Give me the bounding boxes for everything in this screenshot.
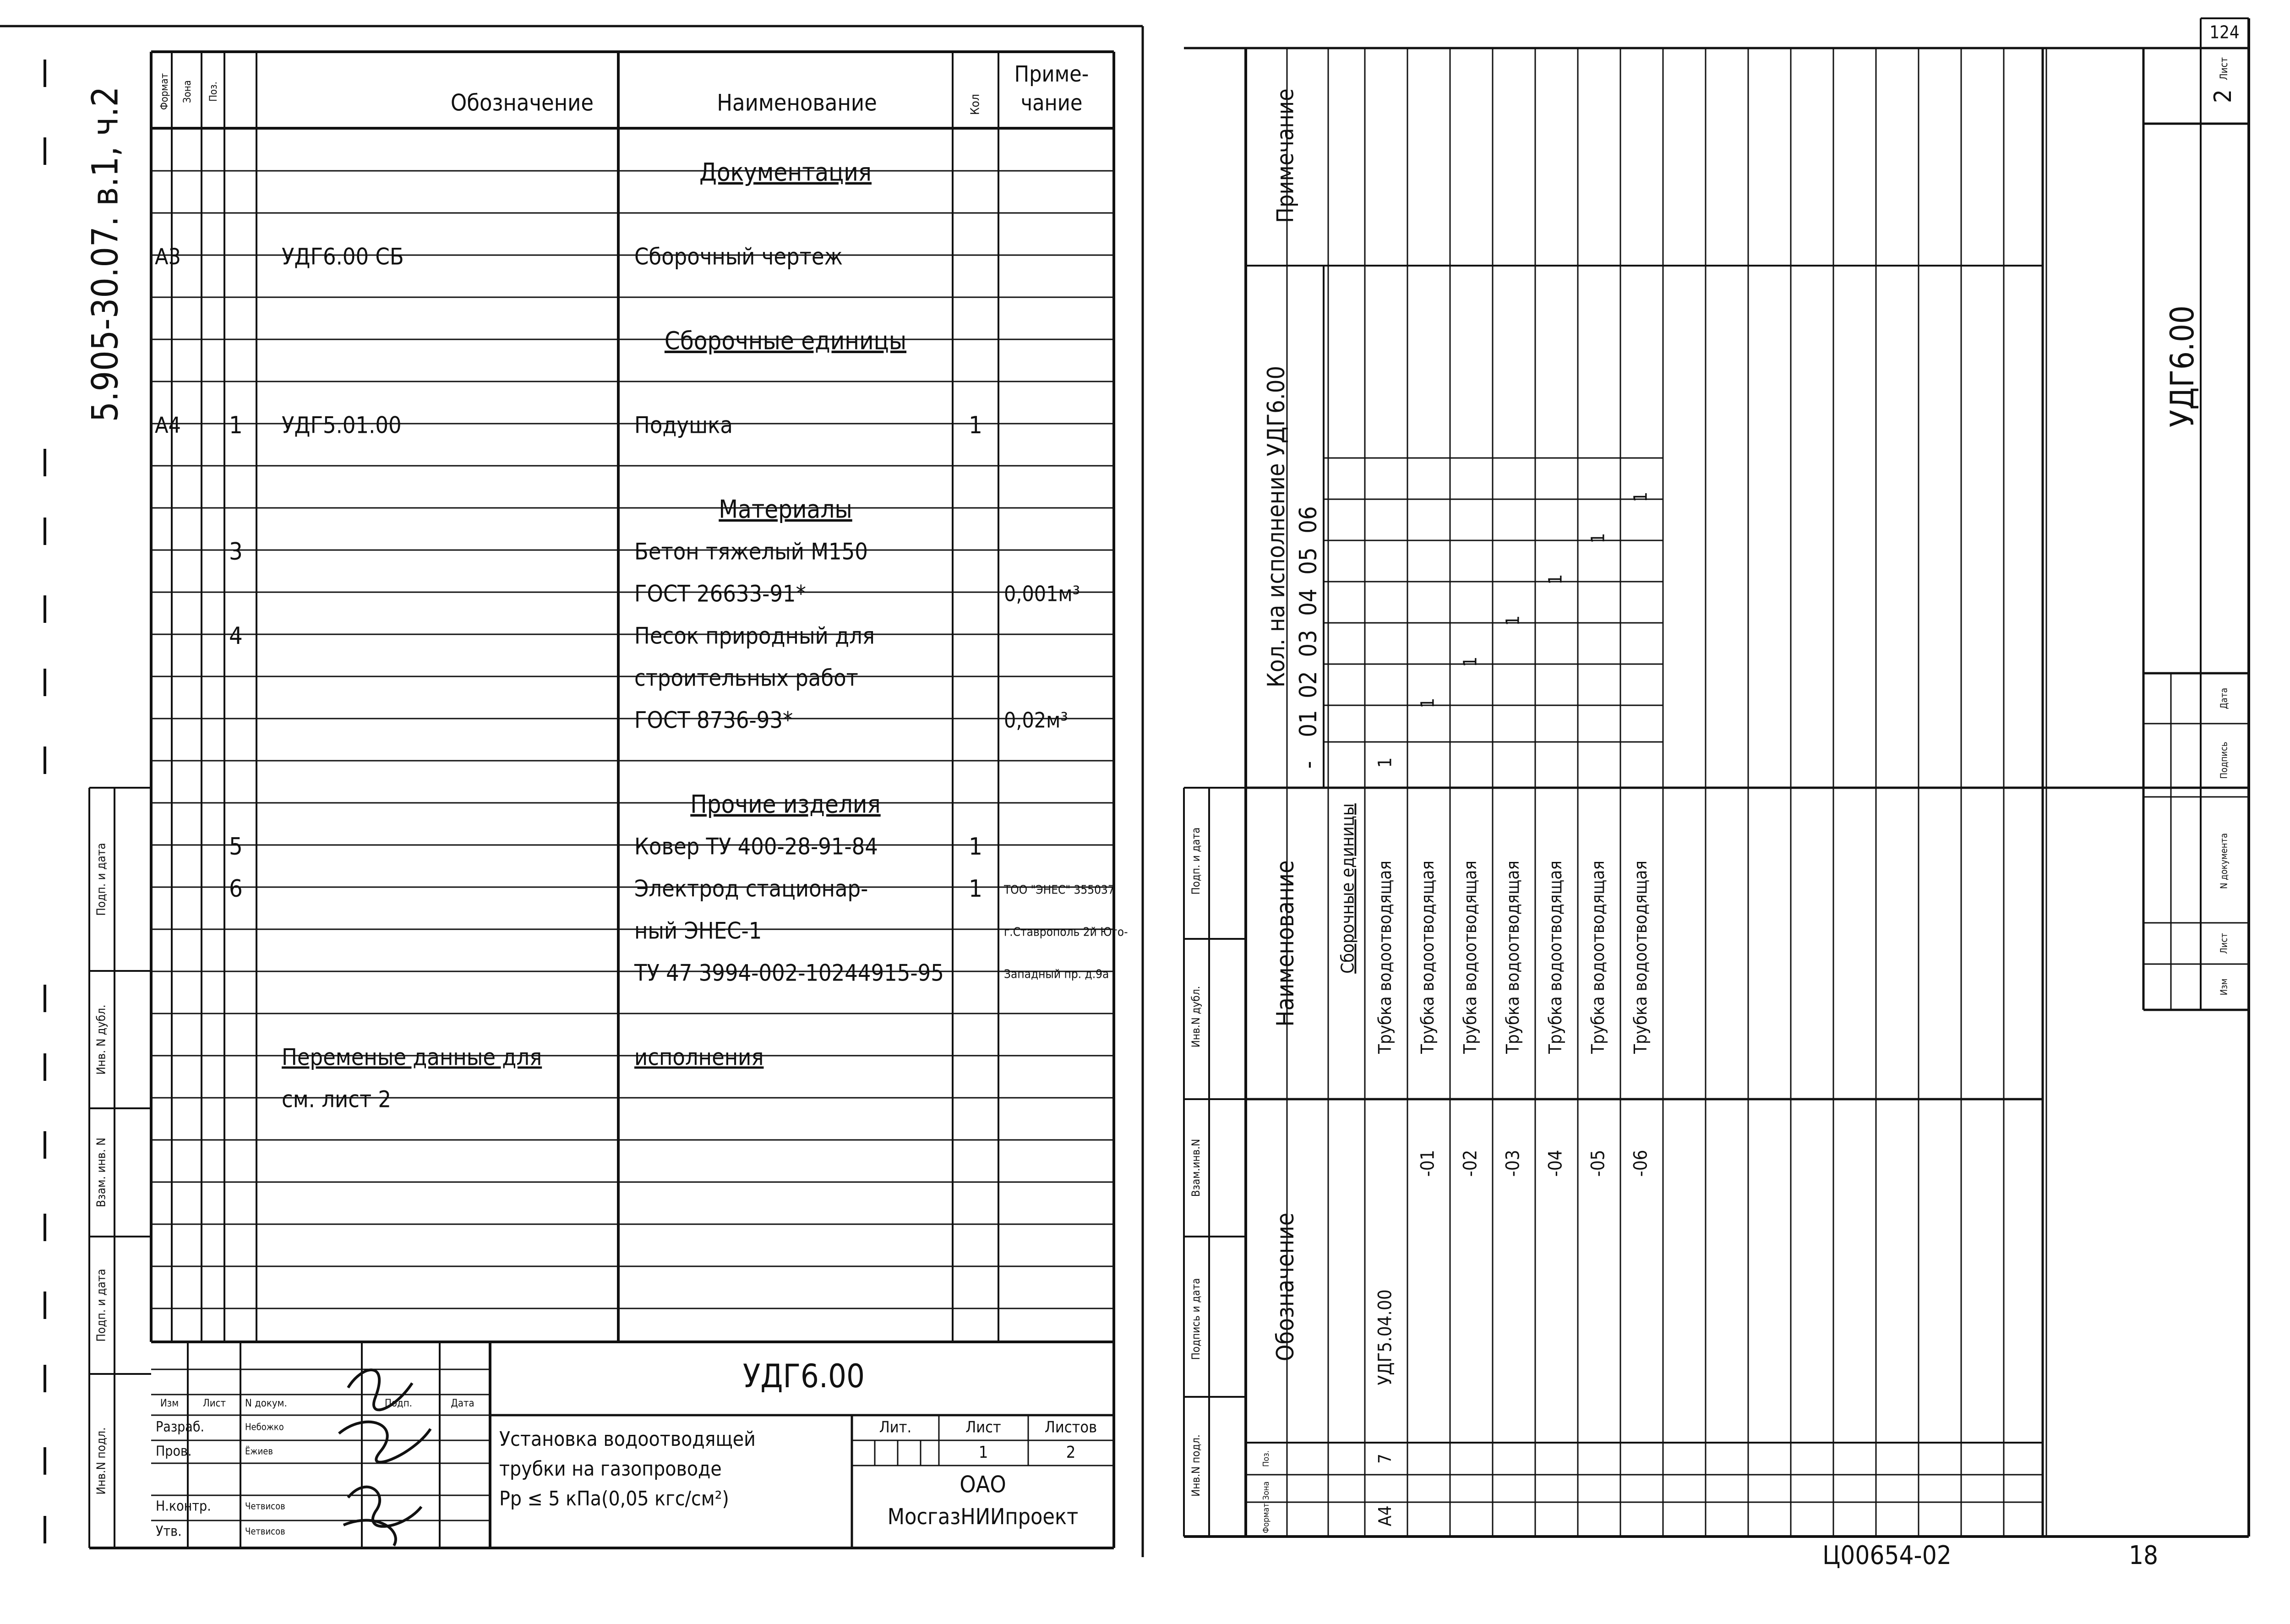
sheet-value: 1: [978, 1443, 988, 1462]
cell-designation: -02: [1460, 1150, 1481, 1177]
margin-tick-mark: [44, 1365, 46, 1392]
cell-name: Трубка водоотводящая: [1630, 861, 1651, 1054]
cell-name: ный ЭНЕС-1: [634, 917, 762, 944]
cell-pos: 5: [229, 833, 243, 861]
header-format: Формат: [1261, 1503, 1271, 1533]
variant-label: 05: [1295, 547, 1322, 575]
margin-tick-mark: [44, 1516, 46, 1543]
side-code: 5.905-30.07. в.1, ч.2: [85, 86, 126, 422]
variant-label: 02: [1295, 671, 1322, 698]
margin-tick-mark: [44, 1214, 46, 1241]
cell-pos: 3: [229, 538, 243, 566]
lit-label: Лит.: [879, 1418, 912, 1437]
cell-name: Трубка водоотводящая: [1588, 861, 1608, 1054]
cell-note: 0,02м³: [1004, 708, 1068, 733]
variant-label: 01: [1295, 710, 1322, 737]
org-line-1: ОАО: [960, 1471, 1006, 1498]
signatory-role: Утв.: [156, 1523, 182, 1540]
sheet-label: Лист: [2219, 57, 2230, 81]
cell-designation: см. лист 2: [282, 1086, 392, 1113]
cell-name: исполнения: [634, 1044, 764, 1071]
margin-tick-mark: [44, 1053, 46, 1081]
signatory-name: Четвисов: [245, 1500, 285, 1512]
signature-mark: [339, 1422, 431, 1462]
cell-qty: 1: [969, 412, 982, 439]
title-block-code: УДГ6.00: [2164, 305, 2202, 428]
signatory-role: Н.контр.: [156, 1498, 211, 1515]
margin-label: Подп. и дата: [94, 843, 109, 916]
cell-note: г.Ставрополь 2й Юго-: [1004, 925, 1128, 939]
margin-tick-mark: [44, 1447, 46, 1475]
variant-qty-value: 1: [1417, 698, 1439, 708]
header-qty: Кол: [968, 94, 982, 115]
margin-tick-mark: [44, 60, 46, 87]
cell-name: Трубка водоотводящая: [1545, 861, 1565, 1054]
title-col-label: Дата: [2218, 687, 2230, 709]
margin-tick-mark: [44, 1292, 46, 1319]
drawing-title-line: Рр ≤ 5 кПа(0,05 кгс/см²): [499, 1487, 729, 1510]
variant-qty-value: 1: [1374, 757, 1396, 768]
header-zone: Зона: [1261, 1481, 1271, 1500]
signatory-role: Пров.: [156, 1443, 192, 1460]
margin-label: Взам. инв. N: [94, 1138, 109, 1207]
header-note-1: Приме-: [1014, 61, 1089, 87]
drawing-title-line: трубки на газопроводе: [499, 1457, 722, 1481]
cell-designation: УДГ6.00 СБ: [282, 243, 404, 270]
title-col-label: Подп.: [385, 1398, 412, 1409]
cell-name: Ковер ТУ 400-28-91-84: [634, 833, 878, 860]
variant-qty-value: 1: [1502, 615, 1524, 626]
cell-pos: 4: [229, 622, 243, 650]
cell-designation: УДГ5.01.00: [282, 412, 402, 439]
cell-name: Сборочный чертеж: [634, 243, 843, 270]
variant-qty-value: 1: [1460, 656, 1481, 667]
title-col-label: Подпись: [2218, 741, 2230, 779]
header-name: Наименование: [1272, 860, 1299, 1027]
org-line-2: МосгазНИИпроект: [887, 1504, 1079, 1530]
margin-tick-mark: [44, 137, 46, 165]
cell-name: Электрод стационар-: [634, 875, 868, 902]
title-col-label: Лист: [202, 1398, 226, 1409]
variant-label: 03: [1295, 630, 1322, 657]
margin-label: Подп. и дата: [94, 1269, 109, 1342]
header-zone: Зона: [182, 80, 193, 103]
cell-designation: -01: [1417, 1150, 1439, 1177]
margin-tick-mark: [44, 595, 46, 623]
cell-name: Трубка водоотводящая: [1375, 861, 1395, 1054]
section-heading: Документация: [699, 158, 872, 187]
cell-pos: 6: [229, 875, 243, 903]
cell-name: Подушка: [634, 412, 733, 439]
margin-label: Подпись и дата: [1189, 1278, 1202, 1360]
margin-tick-mark: [44, 518, 46, 545]
archive-number: Ц00654-02: [1822, 1541, 1952, 1571]
header-designation: Обозначение: [450, 89, 594, 116]
variant-qty-value: 1: [1545, 574, 1566, 585]
cell-name: Трубка водоотводящая: [1503, 861, 1523, 1054]
section-heading: Сборочные единицы: [664, 326, 907, 355]
section-heading: Материалы: [719, 495, 852, 524]
cell-pos: 7: [1375, 1454, 1395, 1464]
margin-label: Инв. N дубл.: [94, 1004, 109, 1075]
margin-label: Инв.N подл.: [1189, 1434, 1202, 1497]
variant-label: 06: [1295, 506, 1322, 534]
header-format: Формат: [159, 73, 170, 110]
margin-tick-mark: [44, 747, 46, 774]
signatory-name: Небожко: [245, 1421, 284, 1433]
cell-name: ГОСТ 8736-93*: [634, 707, 793, 734]
variant-qty-value: 1: [1587, 533, 1609, 544]
cell-designation: -05: [1587, 1150, 1609, 1177]
sheet-label: Лист: [965, 1418, 1001, 1437]
cell-designation: -03: [1502, 1150, 1524, 1177]
cell-name: Трубка водоотводящая: [1418, 861, 1438, 1054]
cell-note: ТОО "ЭНЕС" 355037: [1004, 883, 1115, 897]
variant-qty-value: 1: [1630, 491, 1652, 502]
cell-format: А4: [155, 413, 181, 438]
header-qty-title: Кол. на исполнение УДГ6.00: [1263, 365, 1290, 688]
title-col-label: Лист: [2218, 933, 2230, 954]
margin-label: Инв.N дубл.: [1189, 986, 1202, 1048]
header-designation: Обозначение: [1272, 1212, 1299, 1362]
title-col-label: Изм: [160, 1398, 179, 1409]
sheets-value: 2: [1066, 1443, 1076, 1462]
margin-label: Инв.N подл.: [94, 1427, 109, 1495]
cell-designation: -06: [1630, 1150, 1652, 1177]
header-pos: Поз.: [208, 82, 219, 102]
cell-format: А3: [155, 244, 181, 270]
cell-pos: 1: [229, 412, 243, 439]
section-heading: Прочие изделия: [690, 790, 881, 819]
cell-designation: Переменые данные для: [282, 1044, 542, 1071]
cell-name: ТУ 47 3994-002-10244915-95: [634, 959, 944, 986]
cell-name: Трубка водоотводящая: [1460, 861, 1480, 1054]
title-col-label: N докум.: [245, 1398, 287, 1409]
title-col-label: Изм: [2218, 978, 2230, 996]
cell-note: Западный пр. д.9а: [1004, 967, 1109, 981]
cell-designation: -04: [1545, 1150, 1566, 1177]
cell-name: ГОСТ 26633-91*: [634, 580, 807, 607]
section-heading: Сборочные единицы: [1337, 803, 1358, 974]
variant-label: -: [1295, 761, 1322, 769]
cell-designation: УДГ5.04.00: [1374, 1289, 1396, 1385]
margin-tick-mark: [44, 985, 46, 1012]
header-name: Наименование: [717, 89, 877, 116]
page-number: 124: [2209, 22, 2240, 43]
sheets-label: Листов: [1044, 1418, 1097, 1437]
title-col-label: N документа: [2218, 833, 2230, 889]
cell-name: Песок природный для: [634, 622, 875, 649]
header-pos: Поз.: [1261, 1450, 1271, 1467]
cell-note: 0,001м³: [1004, 581, 1080, 606]
title-block-code: УДГ6.00: [742, 1357, 865, 1395]
sheet-value: 2: [2209, 89, 2237, 103]
header-note-2: чание: [1020, 90, 1083, 116]
cell-qty: 1: [969, 833, 982, 861]
cell-qty: 1: [969, 875, 982, 903]
drawing-title-line: Установка водоотводящей: [499, 1428, 756, 1451]
signatory-name: Ёжиев: [245, 1445, 273, 1457]
signatory-role: Разраб.: [156, 1419, 205, 1435]
margin-label: Подп. и дата: [1189, 827, 1202, 895]
margin-tick-mark: [44, 669, 46, 696]
header-note: Примечание: [1272, 88, 1299, 223]
margin-tick-mark: [44, 1131, 46, 1159]
page-folio: 18: [2128, 1541, 2159, 1571]
signatory-name: Четвисов: [245, 1526, 285, 1537]
variant-label: 04: [1295, 589, 1322, 616]
title-col-label: Дата: [451, 1398, 474, 1409]
cell-format: А4: [1375, 1505, 1395, 1526]
signature-mark: [344, 1520, 396, 1546]
cell-name: Бетон тяжелый М150: [634, 538, 868, 565]
margin-label: Взам.инв.N: [1189, 1139, 1202, 1197]
cell-name: строительных работ: [634, 665, 858, 692]
margin-tick-mark: [44, 449, 46, 476]
